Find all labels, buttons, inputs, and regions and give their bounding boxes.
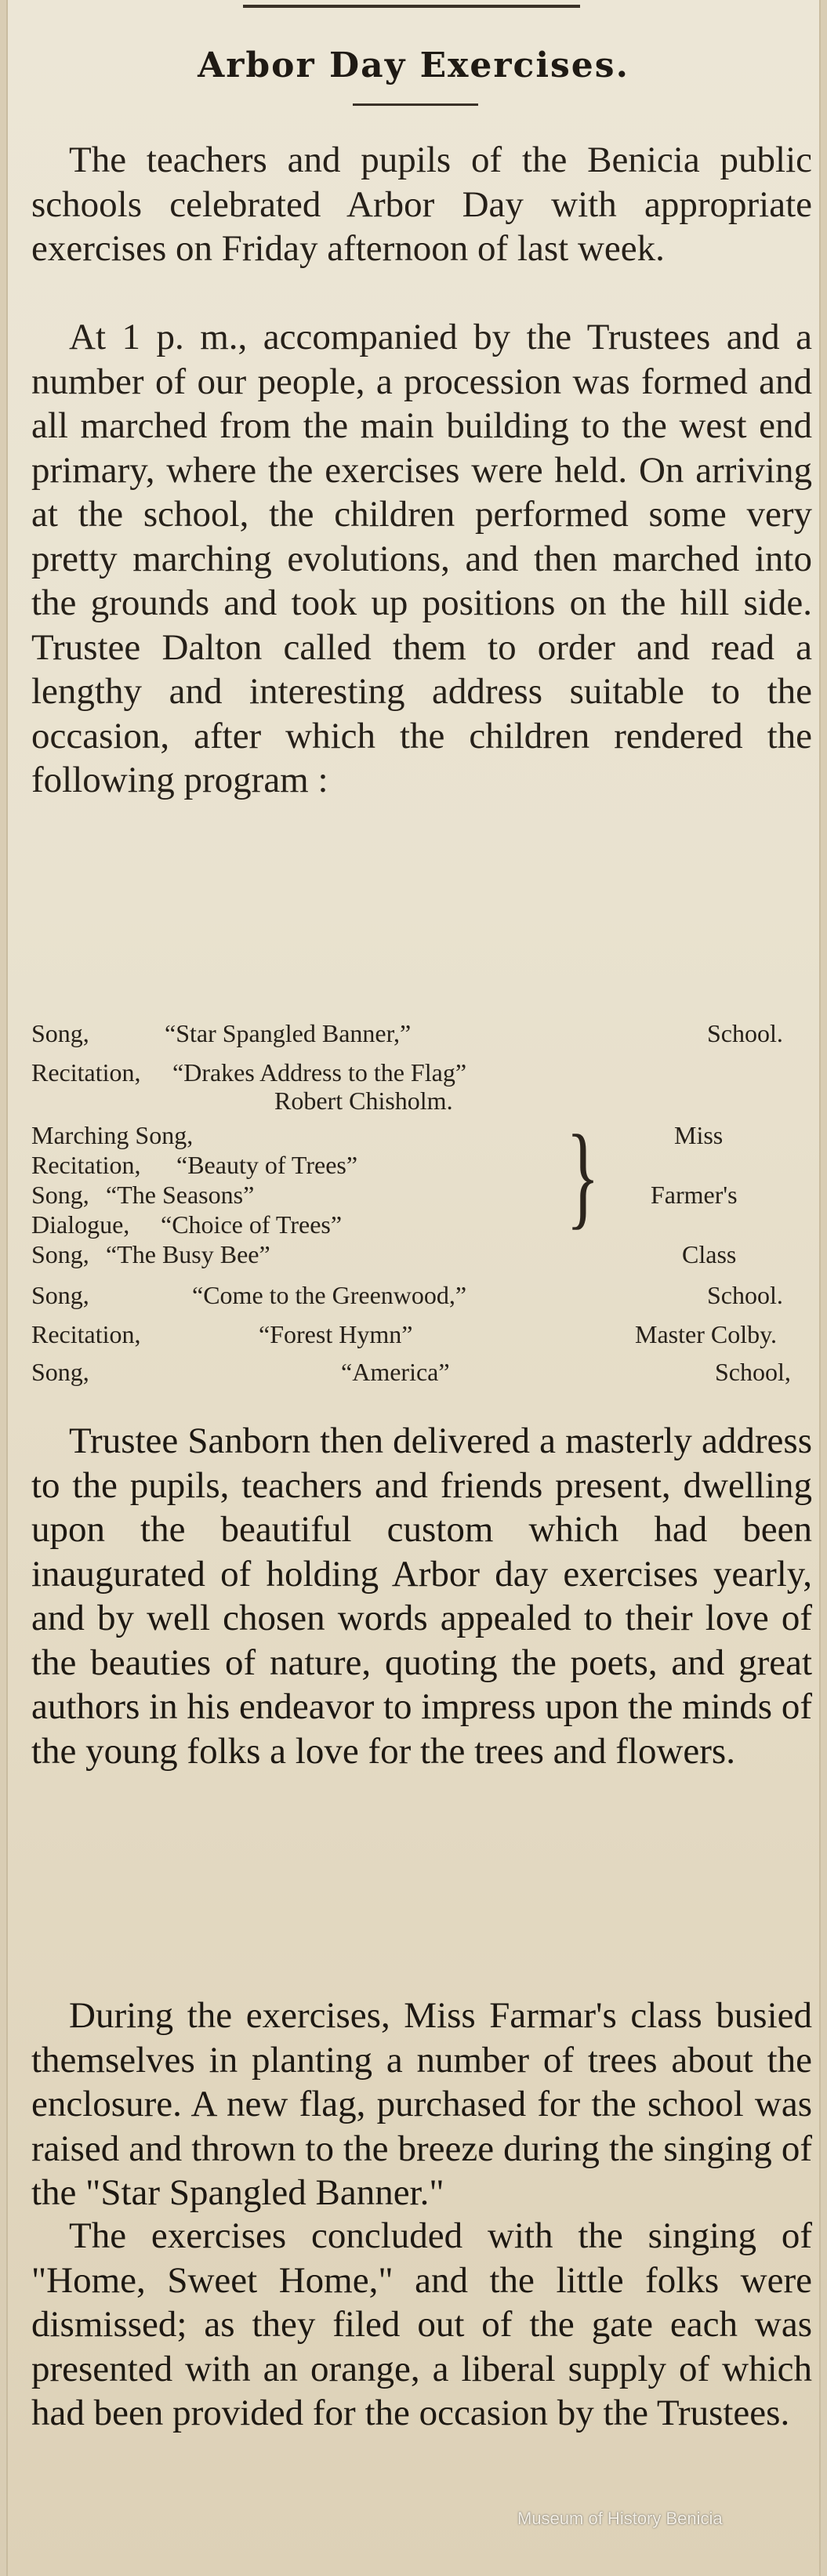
museum-watermark: Museum of History Benicia [517, 2509, 723, 2528]
paragraph-procession: At 1 p. m., accompanied by the Trustees and a number of our people, a procession was formed and all marched from the main building to the west end primary, where the exercises were held. On arriving at the school, the children performed some very pretty marching evolutions, and then marched into the grounds and took up positions on the hill side. Trustee Dalton called them to order and read a lengthy and interesting address suitable to the occasion, after which the children rendered the following program : [31, 317, 812, 800]
program-item-type: Dialogue, [31, 1210, 130, 1239]
program-item [31, 1121, 812, 1152]
program-item-performer: Farmer's [651, 1181, 738, 1209]
program-item-performer: Miss [674, 1121, 724, 1149]
program-item-title: “America” [341, 1358, 450, 1386]
paragraph-sanborn-address: Trustee Sanborn then delivered a masterly address to the pupils, teachers and friends present, dwelling upon the beautiful custom which had been inaugurated of holding Arbor day exercises yearly, and by well chosen words appealed to their love of the beauties of nature, quoting the poets, and great authors in his endeavor to impress upon the minds of the young folks a love for the trees and flowers. [31, 1420, 812, 1772]
paragraph-conclusion: The exercises concluded with the singing of "Home, Sweet Home," and the little folks were dismissed; as they filed out of the gate each was presented with an orange, a liberal supply of which had been provided for the occasion by the Trustees. [31, 2215, 812, 2433]
top-divider [243, 5, 580, 8]
program-item-title: “Star Spangled Banner,” [165, 1019, 412, 1047]
program-item-type: Song, [31, 1358, 89, 1386]
program-item-title: “The Busy Bee” [106, 1240, 270, 1268]
program-item-type: Song, [31, 1181, 89, 1209]
grouping-brace: } [566, 1112, 600, 1240]
program-item [31, 1210, 812, 1242]
program-item-performer: Robert Chisholm. [274, 1087, 453, 1115]
program-item-type: Song, [31, 1281, 89, 1309]
article-title: Arbor Day Exercises. [198, 45, 629, 85]
program-item-performer: School. [707, 1281, 783, 1309]
program-item-title: “Come to the Greenwood,” [192, 1281, 467, 1309]
program-item-type: Marching Song, [31, 1121, 194, 1149]
newspaper-clipping [6, 0, 821, 2576]
program-item [31, 1181, 812, 1212]
program-item-performer: School, [715, 1358, 791, 1386]
program-item-title: “Beauty of Trees” [176, 1151, 358, 1179]
program-item [31, 1320, 812, 1351]
program-item-type: Song, [31, 1019, 89, 1047]
program-item [31, 1240, 812, 1272]
program-item-type: Recitation, [31, 1151, 141, 1179]
paragraph-tree-planting: During the exercises, Miss Farmar's class busied themselves in planting a number of trees about the enclosure. A new flag, purchased for the school was raised and thrown to the breeze during the singing of the "Star Spangled Banner." [31, 1995, 812, 2213]
paragraph-intro: The teachers and pupils of the Benicia public schools celebrated Arbor Day with appropriate exercises on Friday afternoon of last week. [31, 140, 812, 269]
program-item-title: “Forest Hymn” [259, 1320, 413, 1348]
program-item [31, 1087, 812, 1118]
program-item-title: “Choice of Trees” [161, 1210, 343, 1239]
program-item-type: Recitation, [31, 1320, 141, 1348]
program-item-performer: School. [707, 1019, 783, 1047]
program-item-title: “Drakes Address to the Flag” [172, 1058, 467, 1087]
program-item-type: Song, [31, 1240, 89, 1268]
program-item [31, 1151, 812, 1182]
program-item-performer: Master Colby. [635, 1320, 778, 1348]
title-divider [353, 103, 478, 106]
program-item-title: “The Seasons” [106, 1181, 255, 1209]
program-item-type: Recitation, [31, 1058, 141, 1087]
program-item [31, 1019, 812, 1050]
program-item-performer: Class [682, 1240, 737, 1268]
program-item [31, 1281, 812, 1312]
program-item [31, 1358, 812, 1389]
program-item [31, 1058, 812, 1090]
